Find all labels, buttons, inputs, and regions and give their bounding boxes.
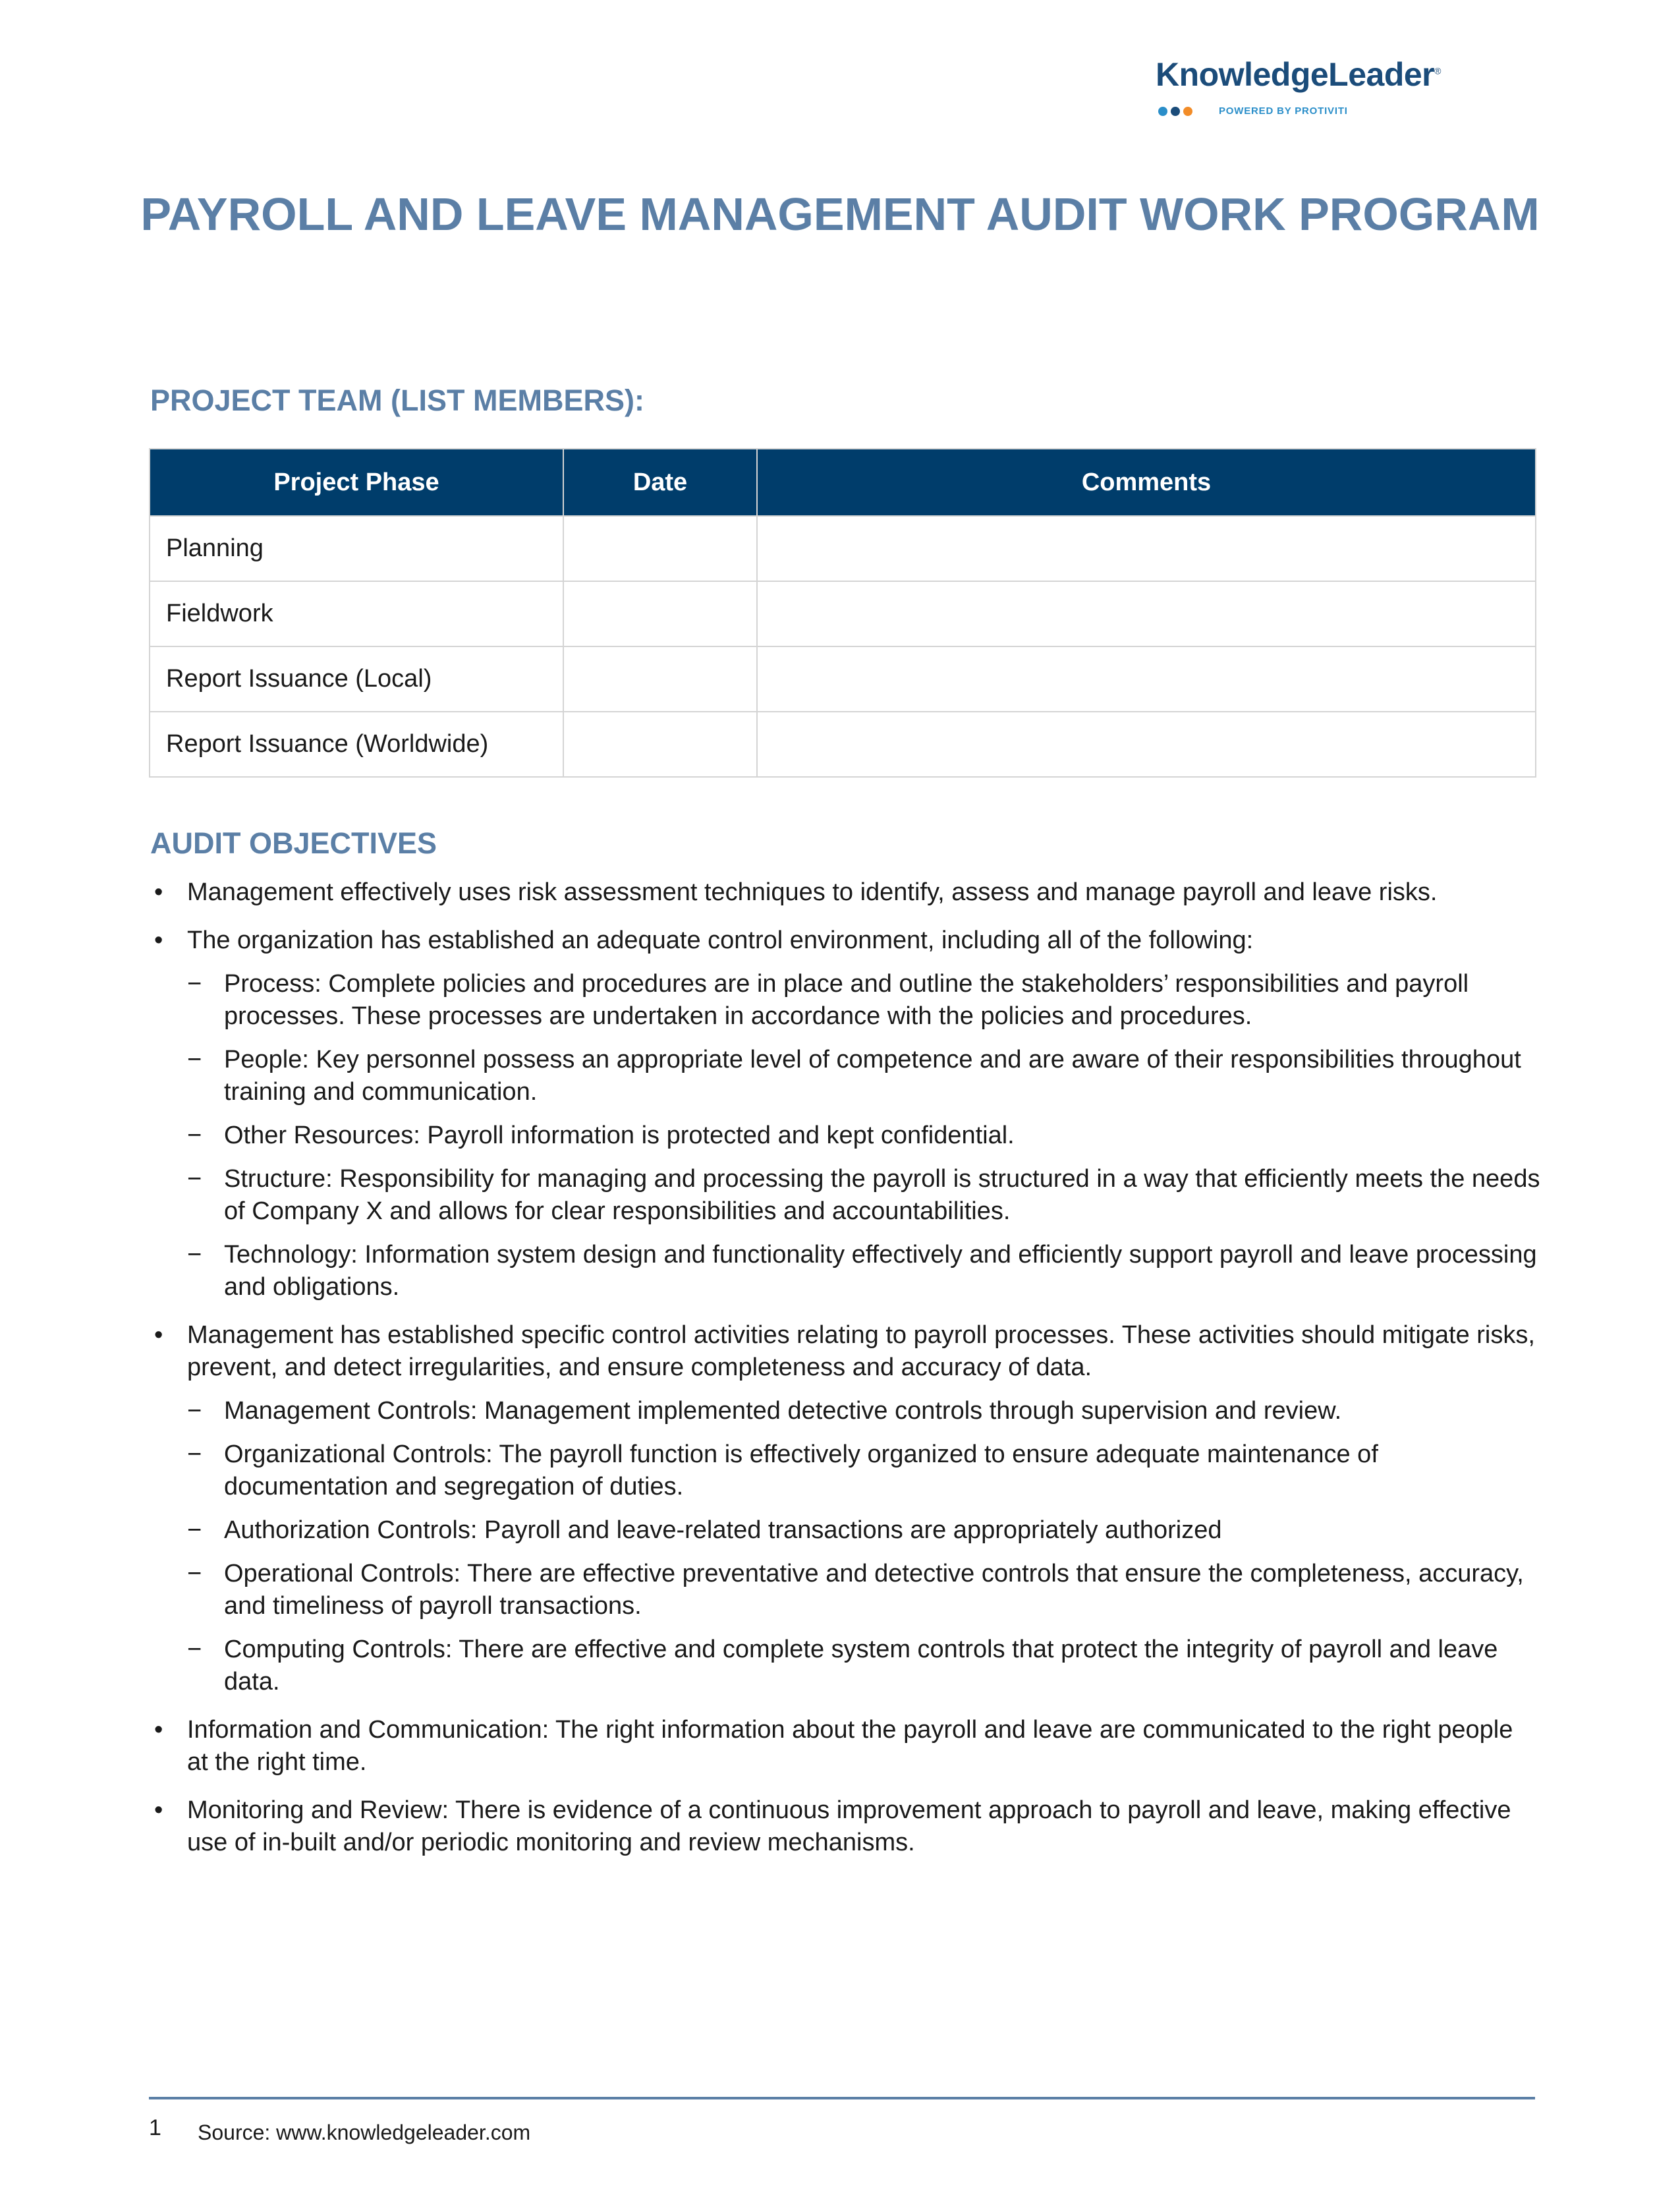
table-row xyxy=(150,516,1536,581)
objective-text: Monitoring and Review: There is evidence of a continuous improvement approach to payroll and leave, making effective use of in-built and/or periodic monitoring and review mechanisms. xyxy=(187,1796,1511,1856)
objective-subitem-text: Other Resources: Payroll information is protected and kept confidential. xyxy=(224,1122,1015,1149)
objective-item xyxy=(150,1794,1540,1859)
footer-divider xyxy=(149,2097,1535,2099)
objective-subitem-text: Operational Controls: There are effective preventative and detective controls that ensure the completeness, accuracy, and timeliness of payroll transactions. xyxy=(224,1560,1524,1620)
objective-text: Information and Communication: The right information about the payroll and leave are communicated to the right people at the right time. xyxy=(187,1716,1513,1776)
cell-project-phase: Planning xyxy=(150,516,563,581)
objective-item xyxy=(150,925,1540,1303)
audit-objectives-heading: AUDIT OBJECTIVES xyxy=(150,826,437,860)
project-team-table xyxy=(149,448,1536,778)
cell-comments[interactable] xyxy=(757,581,1536,646)
objective-subitem xyxy=(150,1395,1540,1427)
dash-icon: − xyxy=(187,1122,202,1149)
dash-icon: − xyxy=(187,1516,202,1544)
dash-icon: − xyxy=(187,970,202,998)
objective-text: Management effectively uses risk assessment techniques to identify, assess and manage payroll and leave risks. xyxy=(187,878,1438,906)
objective-subitem xyxy=(150,968,1540,1033)
objective-item xyxy=(150,1714,1540,1779)
dash-icon: − xyxy=(187,1165,202,1193)
cell-comments[interactable] xyxy=(757,712,1536,777)
objective-text: Management has established specific control activities relating to payroll processes. These activities should mitigate risks, prevent, and detect irregularities, and ensure completeness and accuracy of data. xyxy=(187,1321,1535,1381)
logo-tagline: POWERED BY PROTIVITI xyxy=(1219,105,1348,117)
objective-subitem xyxy=(150,1120,1540,1152)
objective-subitem xyxy=(150,1163,1540,1228)
cell-project-phase: Report Issuance (Worldwide) xyxy=(150,712,563,777)
objective-item xyxy=(150,1319,1540,1698)
cell-project-phase: Fieldwork xyxy=(150,581,563,646)
objective-subitem-text: Computing Controls: There are effective and complete system controls that protect the integrity of payroll and leave data. xyxy=(224,1636,1498,1696)
dash-icon: − xyxy=(187,1046,202,1073)
logo-wordmark: KnowledgeLeader® xyxy=(1156,56,1441,93)
objective-subitem xyxy=(150,1439,1540,1503)
objective-subitem xyxy=(150,1634,1540,1698)
logo-subline xyxy=(1156,105,1525,117)
table-row xyxy=(150,646,1536,712)
table-row xyxy=(150,581,1536,646)
cell-date[interactable] xyxy=(563,516,757,581)
bullet-icon: • xyxy=(154,1796,163,1824)
cell-comments[interactable] xyxy=(757,646,1536,712)
objective-subitem-text: Authorization Controls: Payroll and leave-related transactions are appropriately authorized xyxy=(224,1516,1222,1544)
table-header-row xyxy=(150,449,1536,516)
objective-subitem-text: People: Key personnel possess an appropriate level of competence and are aware of their responsibilities throughout training and communication. xyxy=(224,1046,1521,1106)
knowledgeleader-logo xyxy=(1156,55,1525,117)
logo-dots-icon xyxy=(1158,107,1192,116)
dash-icon: − xyxy=(187,1636,202,1663)
bullet-icon: • xyxy=(154,878,163,906)
objective-subitem-text: Structure: Responsibility for managing and processing the payroll is structured in a way that efficiently meets the needs of Company X and allows for clear responsibilities and accountabilities. xyxy=(224,1165,1540,1225)
dash-icon: − xyxy=(187,1560,202,1587)
bullet-icon: • xyxy=(154,1321,163,1349)
objective-subitem xyxy=(150,1239,1540,1303)
table-row xyxy=(150,712,1536,777)
document-title: PAYROLL AND LEAVE MANAGEMENT AUDIT WORK PROGRAM xyxy=(140,188,1540,240)
cell-date[interactable] xyxy=(563,646,757,712)
footer-source: Source: www.knowledgeleader.com xyxy=(198,2121,531,2144)
project-team-heading: PROJECT TEAM (LIST MEMBERS): xyxy=(150,384,644,417)
dash-icon: − xyxy=(187,1441,202,1468)
dash-icon: − xyxy=(187,1397,202,1425)
column-header-project-phase: Project Phase xyxy=(150,449,563,516)
objective-subitem xyxy=(150,1558,1540,1622)
dash-icon: − xyxy=(187,1241,202,1269)
column-header-date: Date xyxy=(563,449,757,516)
objective-subitem-text: Technology: Information system design and functionality effectively and efficiently support payroll and leave processing and obligations. xyxy=(224,1241,1537,1301)
cell-date[interactable] xyxy=(563,712,757,777)
cell-project-phase: Report Issuance (Local) xyxy=(150,646,563,712)
logo-dot-icon xyxy=(1158,107,1167,116)
objective-text: The organization has established an adequate control environment, including all of the following: xyxy=(187,927,1254,954)
logo-dot-icon xyxy=(1171,107,1180,116)
audit-objectives-list xyxy=(150,876,1540,1875)
objective-subitem-text: Management Controls: Management implemented detective controls through supervision and review. xyxy=(224,1397,1342,1425)
objective-item xyxy=(150,876,1540,909)
page-number: 1 xyxy=(149,2115,161,2140)
logo-dot-icon xyxy=(1183,107,1192,116)
cell-date[interactable] xyxy=(563,581,757,646)
table-body xyxy=(150,516,1536,777)
objective-subitem xyxy=(150,1514,1540,1547)
bullet-icon: • xyxy=(154,927,163,954)
column-header-comments: Comments xyxy=(757,449,1536,516)
objective-subitem-text: Organizational Controls: The payroll function is effectively organized to ensure adequate maintenance of documentation and segregation of duties. xyxy=(224,1441,1378,1500)
cell-comments[interactable] xyxy=(757,516,1536,581)
objective-subitem xyxy=(150,1044,1540,1108)
bullet-icon: • xyxy=(154,1716,163,1744)
objective-subitem-text: Process: Complete policies and procedures are in place and outline the stakeholders’ responsibilities and payroll processes. These processes are undertaken in accordance with the policies and procedures. xyxy=(224,970,1469,1030)
